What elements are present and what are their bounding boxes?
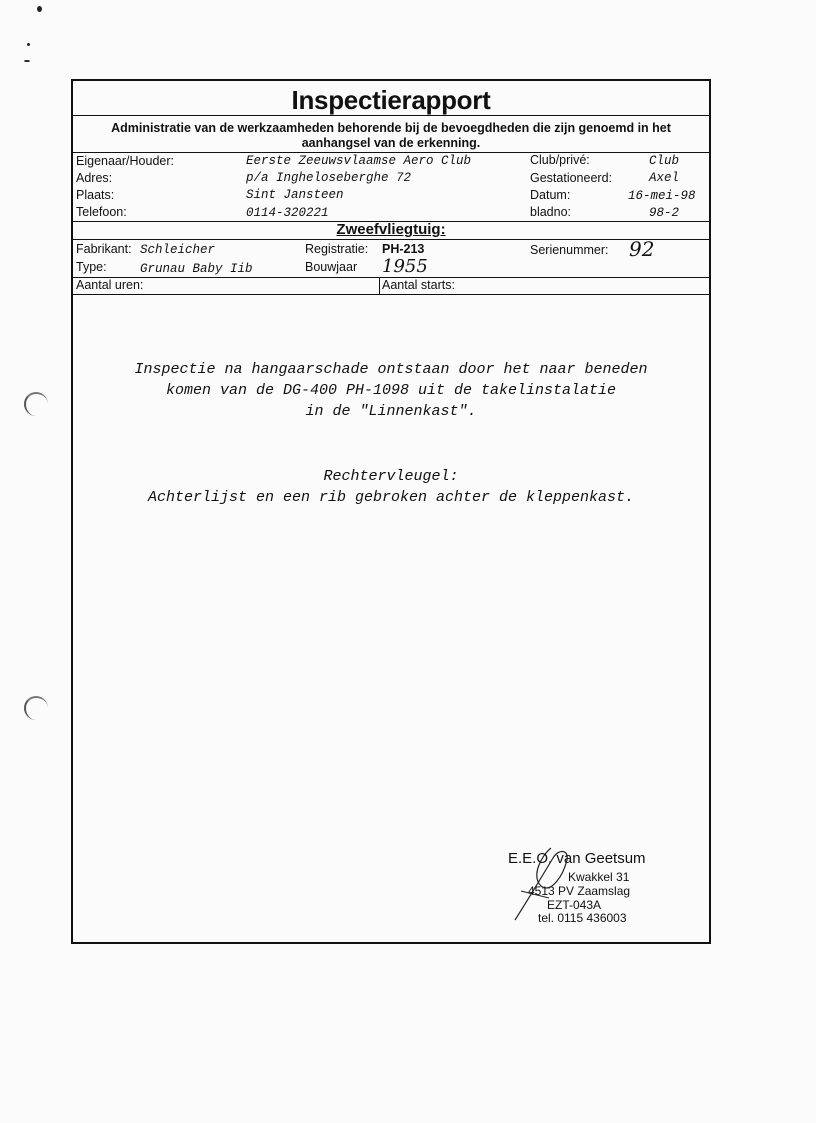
phone-label: Telefoon: (76, 205, 127, 219)
year-value: 1955 (382, 256, 428, 277)
subtitle-line-2: aanhangsel van de erkenning. (301, 136, 481, 150)
body-line-5: Achterlijst en een rib gebroken achter de kleppenkast. (147, 489, 635, 506)
owner-label: Eigenaar/Houder: (76, 154, 174, 168)
serial-value: 92 (629, 237, 655, 261)
stamp-code: EZT-043A (547, 898, 602, 912)
report-frame (71, 79, 711, 944)
club-label: Club/privé: (530, 153, 590, 167)
signature-mark (511, 836, 601, 926)
stamp-name: E.E.O. van Geetsum (508, 850, 646, 867)
scan-speck (24, 60, 30, 62)
registration-label: Registratie: (305, 242, 369, 256)
subtitle-line-1: Administratie van de werkzaamheden behorende bij de bevoegdheden die zijn genoemd in het (111, 121, 671, 135)
report-subtitle (93, 121, 689, 151)
manufacturer-label: Fabrikant: (76, 242, 132, 256)
type-label: Type: (76, 260, 107, 274)
address-value: p/a Ingheloseberghe 72 (246, 171, 412, 185)
body-line-1: Inspectie na hangaarschade ontstaan door het naar beneden (134, 361, 648, 378)
serial-label: Serienummer: (530, 243, 609, 257)
date-value: 16-mei-98 (628, 189, 696, 203)
club-value: Club (649, 154, 680, 168)
stationed-value: Axel (649, 171, 680, 185)
phone-value: 0114-320221 (246, 206, 329, 220)
body-line-2: komen van de DG-400 PH-1098 uit de takelinstalatie (165, 382, 617, 399)
starts-label: Aantal starts: (382, 278, 455, 292)
year-label: Bouwjaar (305, 260, 358, 274)
page-value: 98-2 (649, 206, 680, 220)
owner-value: Eerste Zeeuwsvlaamse Aero Club (246, 154, 472, 168)
stamp-tel: tel. 0115 436003 (538, 911, 627, 925)
city-label: Plaats: (76, 188, 115, 202)
punch-hole (24, 696, 48, 720)
manufacturer-value: Schleicher (140, 243, 216, 257)
registration-value: PH-213 (382, 242, 425, 256)
stationed-label: Gestationeerd: (530, 171, 612, 185)
punch-hole (24, 392, 48, 416)
body-line-3: in de "Linnenkast". (305, 403, 477, 420)
body-line-4: Rechtervleugel: (323, 468, 459, 485)
hours-label: Aantal uren: (76, 278, 144, 292)
date-label: Datum: (530, 188, 571, 202)
city-value: Sint Jansteen (246, 188, 344, 202)
stamp-street: Kwakkel 31 (568, 870, 630, 884)
report-title: Inspectierapport (291, 85, 491, 115)
glider-section-title: Zweefvliegtuig: (336, 221, 446, 238)
type-value: Grunau Baby Iib (140, 262, 253, 276)
scan-speck (37, 6, 42, 12)
scan-speck (27, 43, 30, 46)
page-label: bladno: (530, 205, 572, 219)
address-label: Adres: (76, 171, 113, 185)
stamp-postal: 4513 PV Zaamslag (528, 884, 631, 898)
